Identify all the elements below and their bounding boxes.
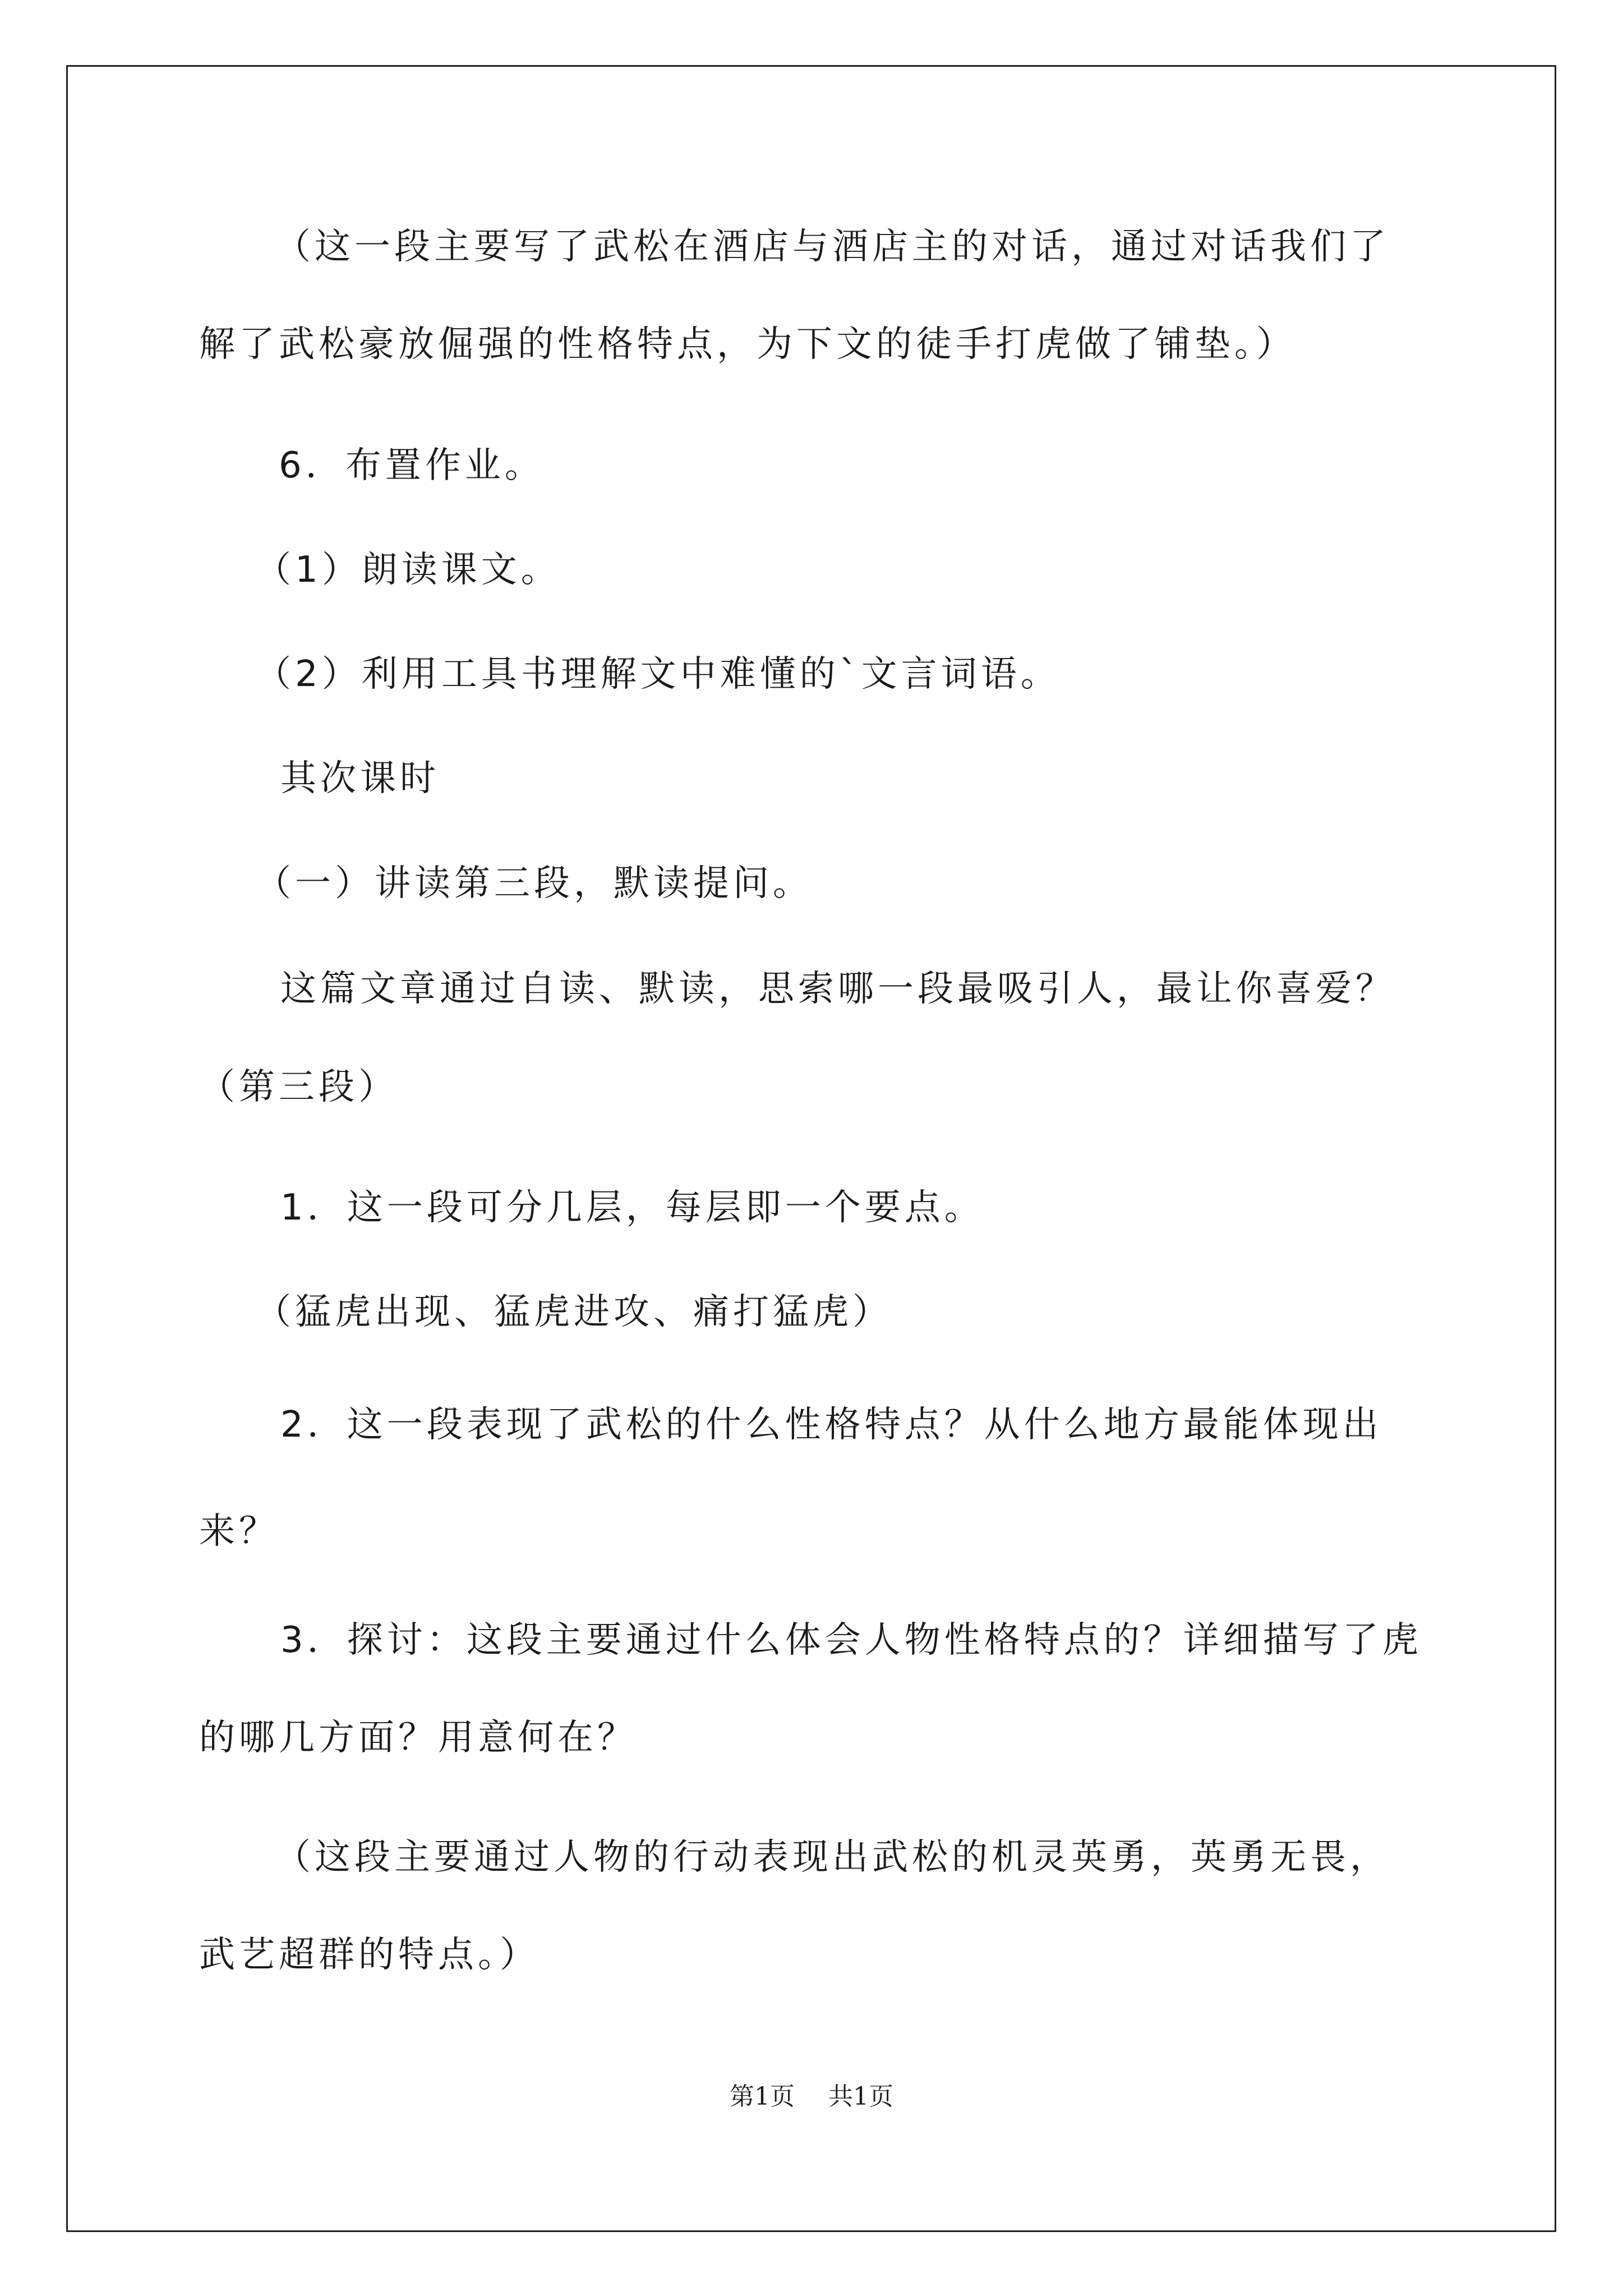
page-number: 第1页 [730, 2082, 795, 2111]
text-line-14: 3．探讨：这段主要通过什么体会人物性格特点的？详细描写了虎 [280, 1619, 1422, 1661]
text-line-2: 解了武松豪放倔强的性格特点，为下文的徒手打虎做了铺垫。） [199, 324, 1296, 365]
section-heading: 其次课时 [280, 758, 440, 799]
text-line-12: 2．这一段表现了武松的什么性格特点？从什么地方最能体现出 [280, 1404, 1382, 1446]
text-line-10: 1．这一段可分几层，每层即一个要点。 [280, 1187, 984, 1228]
text-line-17: 武艺超群的特点。） [199, 1934, 540, 1976]
page-footer [0, 2081, 1623, 2113]
text-line-11: （猛虎出现、猛虎进攻、痛打猛虎） [255, 1291, 892, 1333]
text-line-3: 6．布置作业。 [279, 445, 545, 486]
text-line-16: （这段主要通过人物的行动表现出武松的机灵英勇，英勇无畏， [275, 1837, 1390, 1878]
text-line-8: 这篇文章通过自读、默读，思索哪一段最吸引人，最让你喜爱？ [280, 968, 1395, 1010]
text-line-4: （1）朗读课文。 [255, 549, 561, 591]
page-border [66, 65, 1556, 2232]
text-line-5: （2）利用工具书理解文中难懂的`文言词语。 [255, 654, 1061, 695]
text-line-13: 来？ [199, 1511, 279, 1552]
text-line-1: （这一段主要写了武松在酒店与酒店主的对话，通过对话我们了 [275, 226, 1390, 268]
page-total: 共1页 [828, 2082, 893, 2111]
text-line-7: （一）讲读第三段，默读提问。 [255, 863, 813, 904]
text-line-15: 的哪几方面？用意何在？ [199, 1717, 637, 1759]
text-line-9: （第三段） [199, 1066, 398, 1108]
